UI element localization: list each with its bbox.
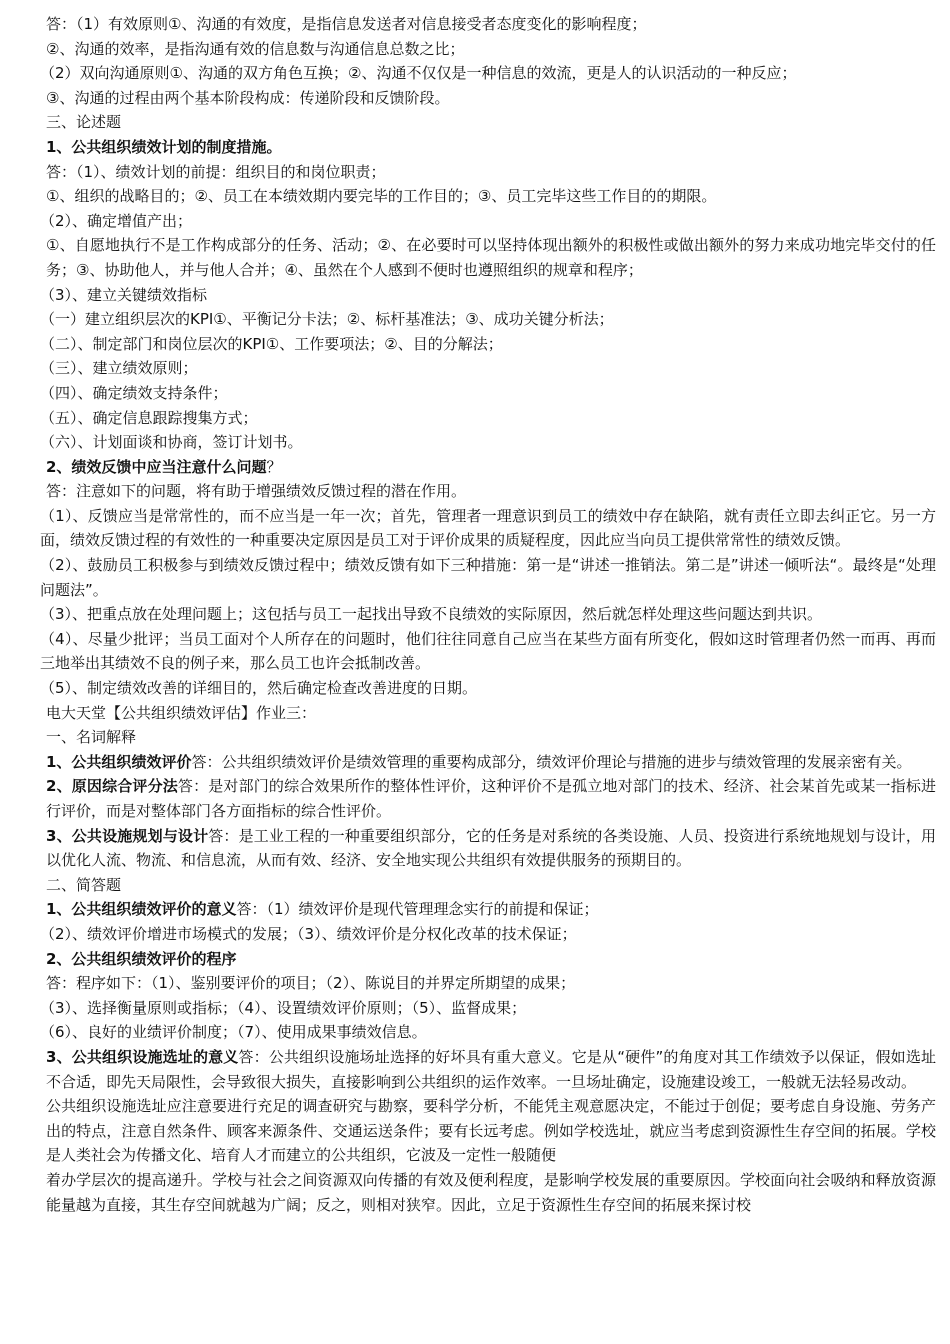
paragraph-text: （2）双向沟通原则①、沟通的双方角色互换；②、沟通不仅仅是一种信息的效流，更是人的认识活动的一种反应；: [40, 64, 797, 83]
text-paragraph: [40, 553, 936, 602]
text-paragraph: [46, 160, 936, 185]
text-paragraph: [40, 381, 936, 406]
text-paragraph: [40, 602, 936, 627]
heading-paragraph: [46, 824, 936, 873]
text-paragraph: [40, 283, 936, 308]
paragraph-text: （3）、建立关键绩效指标: [40, 285, 208, 304]
text-paragraph: [40, 627, 936, 676]
text-paragraph: [40, 430, 936, 455]
heading-paragraph: [46, 897, 936, 922]
text-paragraph: [40, 1020, 936, 1045]
text-paragraph: [46, 12, 936, 37]
paragraph-text: 二、简答题: [46, 875, 122, 894]
text-paragraph: [46, 1094, 936, 1168]
text-paragraph: [40, 209, 936, 234]
heading-paragraph: [46, 455, 936, 480]
bold-term: 2、公共组织绩效评价的程序: [46, 949, 237, 968]
text-paragraph: [46, 37, 936, 62]
text-paragraph: [40, 332, 936, 357]
paragraph-text: ③、沟通的过程由两个基本阶段构成：传递阶段和反馈阶段。: [46, 88, 450, 107]
paragraph-text: 一、名词解释: [46, 728, 137, 747]
paragraph-text: ①、组织的战略目的；②、员工在本绩效期内要完毕的工作目的；③、员工完毕这些工作目的的期限。: [46, 187, 717, 206]
text-paragraph: [40, 307, 936, 332]
text-paragraph: [40, 61, 936, 86]
paragraph-text: （4）、尽量少批评；当员工面对个人所存在的问题时，他们往往同意自己应当在某些方面有所变化，假如这时管理者仍然一而再、再而三地举出其绩效不良的例子来，那么员工也许会抵制改善。: [40, 629, 936, 673]
paragraph-text: （五）、确定信息跟踪搜集方式；: [40, 408, 258, 427]
paragraph-text: 答：公共组织绩效评价是绩效管理的重要构成部分，绩效评价理论与措施的进步与绩效管理的发展亲密有关。: [191, 752, 912, 771]
paragraph-text: （2）、绩效评价增进市场模式的发展；（3）、绩效评价是分权化改革的技术保证；: [40, 924, 577, 943]
paragraph-text: （二）、制定部门和岗位层次的KPI①、工作要项法；②、目的分解法；: [40, 334, 503, 353]
text-paragraph: [46, 86, 936, 111]
paragraph-text: ①、自愿地执行不是工作构成部分的任务、活动；②、在必要时可以坚持体现出额外的积极性或做出额外的努力来成功地完毕交付的任务；③、协助他人，并与他人合并；④、虽然在个人感到不便时也遵照组织的规章和程序；: [46, 236, 936, 279]
bold-term: 2、原因综合评分法: [46, 777, 178, 796]
text-paragraph: [40, 996, 936, 1021]
paragraph-text: （三）、建立绩效原则；: [40, 359, 198, 378]
paragraph-text: （一）建立组织层次的KPI①、平衡记分卡法；②、标杆基准法；③、成功关键分析法；: [40, 310, 614, 329]
heading-paragraph: [46, 1045, 936, 1094]
bold-term: 3、公共设施规划与设计: [46, 826, 209, 845]
bold-term: 1、公共组织绩效计划的制度措施。: [46, 137, 282, 156]
paragraph-text: （6）、良好的业绩评价制度；（7）、使用成果事绩效信息。: [40, 1023, 427, 1042]
paragraph-text: 答：注意如下的问题，将有助于增强绩效反馈过程的潜在作用。: [46, 482, 467, 501]
paragraph-text: 答：（1）有效原则①、沟通的有效度，是指信息发送者对信息接受者态度变化的影响程度；: [46, 15, 647, 33]
text-paragraph: [46, 110, 936, 135]
text-paragraph: [40, 504, 936, 553]
text-paragraph: [40, 406, 936, 431]
paragraph-text: 答：（1）、绩效计划的前提：组织目的和岗位职责；: [46, 162, 386, 181]
heading-paragraph: [46, 135, 936, 160]
paragraph-text: （2）、确定增值产出；: [40, 211, 193, 230]
bold-term: 1、公共组织绩效评价的意义: [46, 900, 237, 919]
paragraph-text: 电大天堂【公共组织绩效评估】作业三：: [46, 703, 317, 722]
bold-term: 1、公共组织绩效评价: [46, 752, 192, 771]
text-paragraph: [40, 676, 936, 701]
text-paragraph: [46, 479, 936, 504]
paragraph-text: 答：（1）绩效评价是现代管理理念实行的前提和保证；: [236, 900, 599, 919]
paragraph-text: （六）、计划面谈和协商，签订计划书。: [40, 433, 303, 452]
paragraph-text: 答：是工业工程的一种重要组织部分，它的任务是对系统的各类设施、人员、投资进行系统地规划与设计，用以优化人流、物流、和信息流，从而有效、经济、安全地实现公共组织有效提供服务的预期目的。: [46, 826, 936, 870]
bold-term: 2、绩效反馈中应当注意什么问题: [46, 457, 267, 476]
heading-paragraph: [46, 774, 936, 823]
text-paragraph: [46, 873, 936, 898]
text-paragraph: [40, 922, 936, 947]
paragraph-text: （3）、把重点放在处理问题上；这包括与员工一起找出导致不良绩效的实际原因，然后就怎样处理这些问题达到共识。: [40, 605, 823, 624]
heading-paragraph: [46, 947, 936, 972]
paragraph-text: 答：是对部门的综合效果所作的整体性评价，这种评价不是孤立地对部门的技术、经济、社会某首先或某一指标进行评价，而是对整体部门各方面指标的综合性评价。: [46, 777, 936, 820]
paragraph-text: ②、沟通的效率，是指沟通有效的信息数与沟通信息总数之比；: [46, 39, 465, 58]
text-paragraph: [40, 356, 936, 381]
paragraph-text: （2）、鼓励员工积极参与到绩效反馈过程中；绩效反馈有如下三种措施：第一是“讲述一推销法。第二是”讲述一倾听法“。最终是“处理问题法”。: [40, 556, 936, 599]
paragraph-text: 三、论述题: [46, 113, 122, 132]
text-paragraph: [46, 184, 936, 209]
text-paragraph: [46, 1168, 936, 1217]
text-paragraph: [46, 725, 936, 750]
heading-paragraph: [46, 750, 936, 775]
paragraph-text: （3）、选择衡量原则或指标；（4）、设置绩效评价原则；（5）、监督成果；: [40, 998, 527, 1017]
paragraph-text: 公共组织设施选址应注意要进行充足的调查研究与勘察，要科学分析，不能凭主观意愿决定，不能过于创促；要考虑自身设施、劳务产出的特点，注意自然条件、顾客来源条件、交通运送条件；要有长远考虑。例如学校选址，就应当考虑到资源性生存空间的拓展。学校是人类社会为传播文化、培育人才而建立的公共组织，它波及一定性一般随便: [46, 1097, 936, 1165]
text-paragraph: [46, 701, 936, 726]
paragraph-text: 答：公共组织设施场址选择的好坏具有重大意义。它是从“硬件”的角度对其工作绩效予以保证，假如选址不合适，即先天局限性，会导致很大损失，直接影响到公共组织的运作效率。一旦场址确定，设施建设竣工，一般就无法轻易改动。: [46, 1047, 936, 1091]
paragraph-text: ？: [266, 457, 282, 476]
paragraph-text: （5）、制定绩效改善的详细目的，然后确定检查改善进度的日期。: [40, 679, 478, 698]
bold-term: 3、公共组织设施选址的意义: [46, 1047, 239, 1066]
paragraph-text: （1）、反馈应当是常常性的，而不应当是一年一次；首先，管理者一理意识到员工的绩效中存在缺陷，就有责任立即去纠正它。另一方面，绩效反馈过程的有效性的一种重要决定原因是员工对于评价成果的质疑程度，因此应当向员工提供常常性的绩效反馈。: [40, 506, 936, 550]
text-paragraph: [46, 971, 936, 996]
paragraph-text: （四）、确定绩效支持条件；: [40, 383, 228, 402]
text-paragraph: [46, 233, 936, 282]
paragraph-text: 答：程序如下：（1）、鉴别要评价的项目；（2）、陈说目的并界定所期望的成果；: [46, 974, 576, 993]
paragraph-text: 着办学层次的提高递升。学校与社会之间资源双向传播的有效及便利程度，是影响学校发展的重要原因。学校面向社会吸纳和释放资源能量越为直接，其生存空间就越为广阔；反之，则相对狭窄。因此，立足于资源性生存空间的拓展来探讨校: [46, 1170, 936, 1214]
